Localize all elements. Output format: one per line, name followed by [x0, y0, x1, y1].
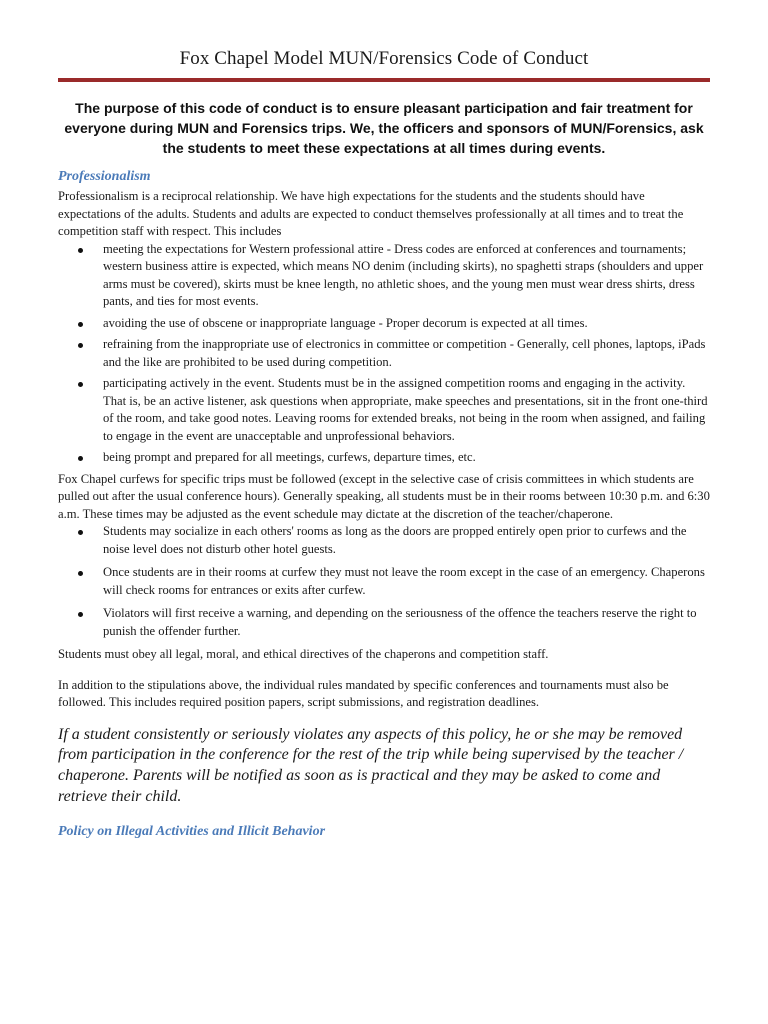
title-rule	[58, 78, 710, 82]
list-item: refraining from the inappropriate use of electronics in committee or competition - Generally, cell phones, laptops, iPads and the like are prohibited to be used during competition.	[58, 336, 710, 371]
bullet-icon	[78, 343, 83, 348]
bullet-icon	[78, 571, 83, 576]
professionalism-paragraph: Professionalism is a reciprocal relationship. We have high expectations for the students and the students should have expectations of the adults. Students and adults are expected to conduct themselves professionally at all times and to treat the competition staff with respect. This includes	[58, 189, 684, 238]
list-item: participating actively in the event. Students must be in the assigned competition rooms and engaging in the activity. That is, be an active listener, ask questions when appropriate, make speeches and presentations, sit in the front one-third of the room, and take good notes. Leaving rooms for extended breaks, not being in the room when assigned, and failing to engage in the event are unacceptable and unprofessional behaviors.	[58, 375, 710, 445]
professionalism-heading: Professionalism	[58, 169, 151, 184]
curfew-list	[58, 523, 710, 640]
bullet-icon	[78, 612, 83, 617]
illicit-behavior-heading: Policy on Illegal Activities and Illicit Behavior	[58, 823, 326, 839]
list-item: avoiding the use of obscene or inappropriate language - Proper decorum is expected at all times.	[58, 315, 710, 333]
list-item: Once students are in their rooms at curfew they must not leave the room except in the case of an emergency. Chaperons will check rooms for entrances or exits after curfew.	[58, 564, 710, 599]
bullet-icon	[78, 530, 83, 535]
stipulations-paragraph: In addition to the stipulations above, the individual rules mandated by specific conferences and tournaments must also be followed. This includes required position papers, script submissions, and registration deadlines.	[58, 677, 669, 709]
professionalism-list	[58, 241, 710, 467]
bullet-icon	[78, 248, 83, 253]
list-item: meeting the expectations for Western professional attire - Dress codes are enforced at conferences and tournaments; western business attire is expected, which means NO denim (including skirts), no spaghetti straps (shoulders and upper arms must be covered), skirts must be knee length, no athletic shoes, and the young men must wear dress shirts, dress pants, and ties for most events.	[58, 241, 710, 311]
violation-notice: If a student consistently or seriously violates any aspects of this policy, he or she may be removed from participation in the conference for the rest of the trip while being supervised by the teacher / chaperone. Parents will be notified as soon as is practical and they may be asked to come and retrieve their child.	[58, 725, 684, 805]
curfew-paragraph: Fox Chapel curfews for specific trips must be followed (except in the selective case of crisis committees in which students are pulled out after the usual conference hours). Generally speaking, all students must be in their rooms between 10:30 p.m. and 6:30 a.m. These times may be adjusted as the event schedule may dictate at the discretion of the teacher/chaperone.	[58, 471, 710, 521]
bullet-icon	[78, 456, 83, 461]
list-item: being prompt and prepared for all meetings, curfews, departure times, etc.	[58, 449, 710, 467]
bullet-icon	[78, 322, 83, 327]
document-page	[58, 0, 710, 840]
list-item: Violators will first receive a warning, and depending on the seriousness of the offence the teachers reserve the right to punish the offender further.	[58, 605, 710, 640]
list-item: Students may socialize in each others' rooms as long as the doors are propped entirely open prior to curfews and the noise level does not disturb other hotel guests.	[58, 523, 710, 558]
document-title: Fox Chapel Model MUN/Forensics Code of Conduct	[179, 48, 589, 69]
bullet-icon	[78, 382, 83, 387]
obey-directives-paragraph: Students must obey all legal, moral, and ethical directives of the chaperons and competition staff.	[58, 647, 549, 661]
purpose-statement: The purpose of this code of conduct is to ensure pleasant participation and fair treatment for everyone during MUN and Forensics trips. We, the officers and sponsors of MUN/Forensics, ask the students to meet these expectations at all times during events.	[64, 100, 704, 156]
